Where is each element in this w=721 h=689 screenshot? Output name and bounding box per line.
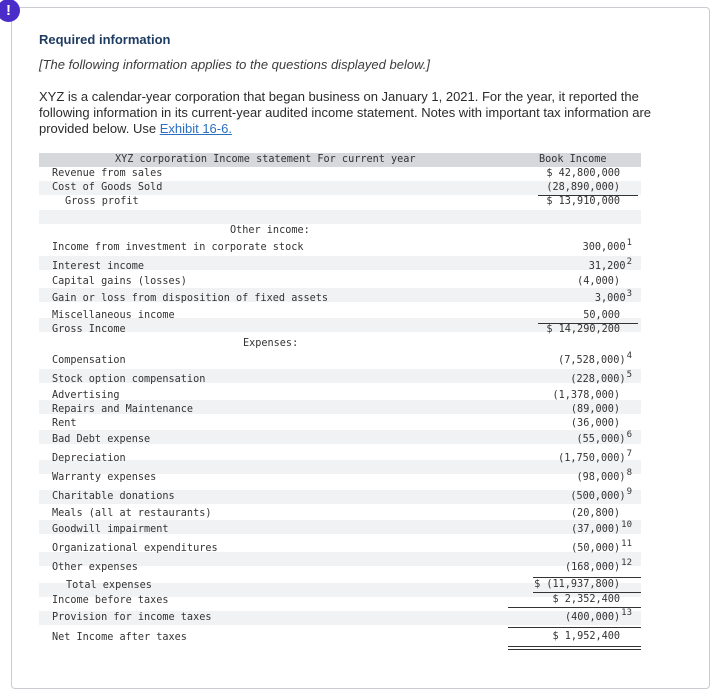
other-income-value-text: 31,200: [588, 261, 626, 272]
total-expenses-value-text: $ (11,937,800): [534, 579, 620, 590]
expense-value: [558, 351, 632, 366]
expense-label: Charitable donations: [52, 491, 175, 502]
expense-value-text: (500,000): [570, 491, 626, 502]
row-stripe: [39, 210, 641, 224]
expense-label: Stock option compensation: [52, 374, 206, 385]
income-before-taxes-value-text: $ 2,352,400: [552, 594, 620, 605]
total-expenses-value: [534, 579, 620, 590]
revenue-label: Revenue from sales: [52, 168, 163, 179]
revenue-value-text: $ 42,800,000: [546, 168, 620, 179]
cogs-value-text: (28,890,000): [546, 182, 620, 193]
other-income-heading: Other income:: [230, 225, 310, 236]
expense-label: Depreciation: [52, 453, 126, 464]
total-expenses-label: Total expenses: [66, 580, 152, 591]
gross-income-value-text: $ 14,290,200: [546, 324, 620, 335]
expense-value: [571, 418, 620, 429]
table-header-label: XYZ corporation Income statement For current year: [115, 154, 416, 165]
expense-value-text: (1,750,000): [558, 453, 626, 464]
expense-label: Bad Debt expense: [52, 434, 151, 445]
revenue-value: [546, 168, 620, 179]
other-income-value-text: (4,000): [577, 276, 620, 287]
other-income-label: Gain or loss from disposition of fixed assets: [52, 293, 329, 304]
expense-label: Warranty expenses: [52, 472, 157, 483]
instruction-note: [The following information applies to the questions displayed below.]: [39, 57, 430, 72]
footnote-marker: 5: [626, 370, 632, 380]
expense-value-text: (228,000): [570, 374, 626, 385]
provision-value: [564, 608, 632, 623]
expense-label: Compensation: [52, 355, 126, 366]
rule-line: [533, 592, 641, 593]
expense-value-text: (20,800): [570, 508, 620, 519]
footnote-marker: 9: [626, 487, 632, 497]
other-income-label: Capital gains (losses): [52, 276, 187, 287]
expense-value: [576, 430, 633, 445]
other-income-value: [582, 238, 632, 253]
expense-label: Meals (all at restaurants): [52, 508, 212, 519]
expense-value: [571, 404, 620, 415]
expense-value: [570, 487, 632, 502]
cogs-label: Cost of Goods Sold: [52, 182, 163, 193]
expense-value-text: (50,000): [571, 543, 621, 554]
expense-label: Advertising: [52, 390, 120, 401]
expense-value-text: (98,000): [576, 472, 626, 483]
rule-line: [533, 577, 641, 578]
expense-value-text: (7,528,000): [558, 355, 626, 366]
intro-paragraph: [39, 89, 679, 137]
expense-value: [570, 370, 632, 385]
rule-line: [508, 649, 641, 650]
other-income-value: [588, 257, 632, 272]
other-income-label: Interest income: [52, 261, 145, 272]
required-information-title: Required information: [39, 32, 171, 47]
provision-value-text: (400,000): [564, 612, 621, 623]
footnote-marker: 1: [626, 238, 632, 248]
gross-income-label: Gross Income: [52, 324, 126, 335]
rule-line: [508, 646, 641, 647]
expense-label: Rent: [52, 418, 77, 429]
net-income-value: [553, 631, 620, 642]
footnote-marker: 2: [626, 257, 632, 267]
footnote-marker: 4: [626, 351, 632, 361]
other-income-value-text: 3,000: [594, 293, 626, 304]
gross-profit-value: [546, 196, 620, 207]
expense-value-text: (36,000): [570, 418, 620, 429]
footnote-marker: 11: [621, 539, 632, 549]
income-before-taxes-value: [553, 594, 620, 605]
other-income-value-text: 300,000: [582, 242, 626, 253]
gross-income-value: [546, 324, 620, 335]
other-income-value: [577, 276, 620, 287]
alert-icon: !: [0, 0, 20, 22]
expense-value: [571, 508, 620, 519]
gross-profit-value-text: $ 13,910,000: [546, 196, 620, 207]
cogs-value: [546, 182, 620, 193]
expense-value-text: (89,000): [570, 404, 620, 415]
footnote-marker: 12: [621, 558, 632, 568]
expense-value: [553, 390, 620, 401]
net-income-value-text: $ 1,952,400: [552, 631, 620, 642]
footnote-marker: 7: [626, 449, 632, 459]
footnote-marker: 8: [626, 468, 632, 478]
expense-value: [571, 520, 632, 535]
footnote-marker: 3: [626, 289, 632, 299]
provision-label: Provision for income taxes: [52, 612, 212, 623]
expense-label: Other expenses: [52, 562, 138, 573]
income-before-taxes-label: Income before taxes: [52, 595, 169, 606]
expenses-heading: Expenses:: [243, 338, 299, 349]
expense-value-text: (168,000): [564, 562, 621, 573]
intro-text: XYZ is a calendar-year corporation that began business on January 1, 2021. For the year, it reported the following information in its current-year audited income statement. Notes with important tax information are provided below. Use: [39, 89, 652, 136]
other-income-label: Miscellaneous income: [52, 310, 175, 321]
footnote-marker: 6: [626, 430, 632, 440]
net-income-label: Net Income after taxes: [52, 632, 187, 643]
expense-label: Repairs and Maintenance: [52, 404, 194, 415]
expense-value: [576, 468, 633, 483]
expense-value: [571, 539, 632, 554]
expense-value: [564, 558, 632, 573]
other-income-value-text: 50,000: [583, 310, 620, 321]
footnote-marker: 10: [621, 520, 632, 530]
other-income-label: Income from investment in corporate stock: [52, 242, 304, 253]
rule-line: [508, 627, 641, 628]
exhibit-link[interactable]: Exhibit 16-6.: [159, 121, 232, 136]
expense-label: Goodwill impairment: [52, 524, 169, 535]
expense-value-text: (55,000): [576, 434, 626, 445]
table-header-column: Book Income: [539, 154, 607, 165]
expense-value-text: (37,000): [571, 524, 621, 535]
other-income-value: [594, 289, 632, 304]
footnote-marker: 13: [621, 608, 632, 618]
expense-value: [558, 449, 632, 464]
gross-profit-label: Gross profit: [65, 196, 139, 207]
expense-label: Organizational expenditures: [52, 543, 218, 554]
expense-value-text: (1,378,000): [552, 390, 620, 401]
other-income-value: [583, 310, 620, 321]
